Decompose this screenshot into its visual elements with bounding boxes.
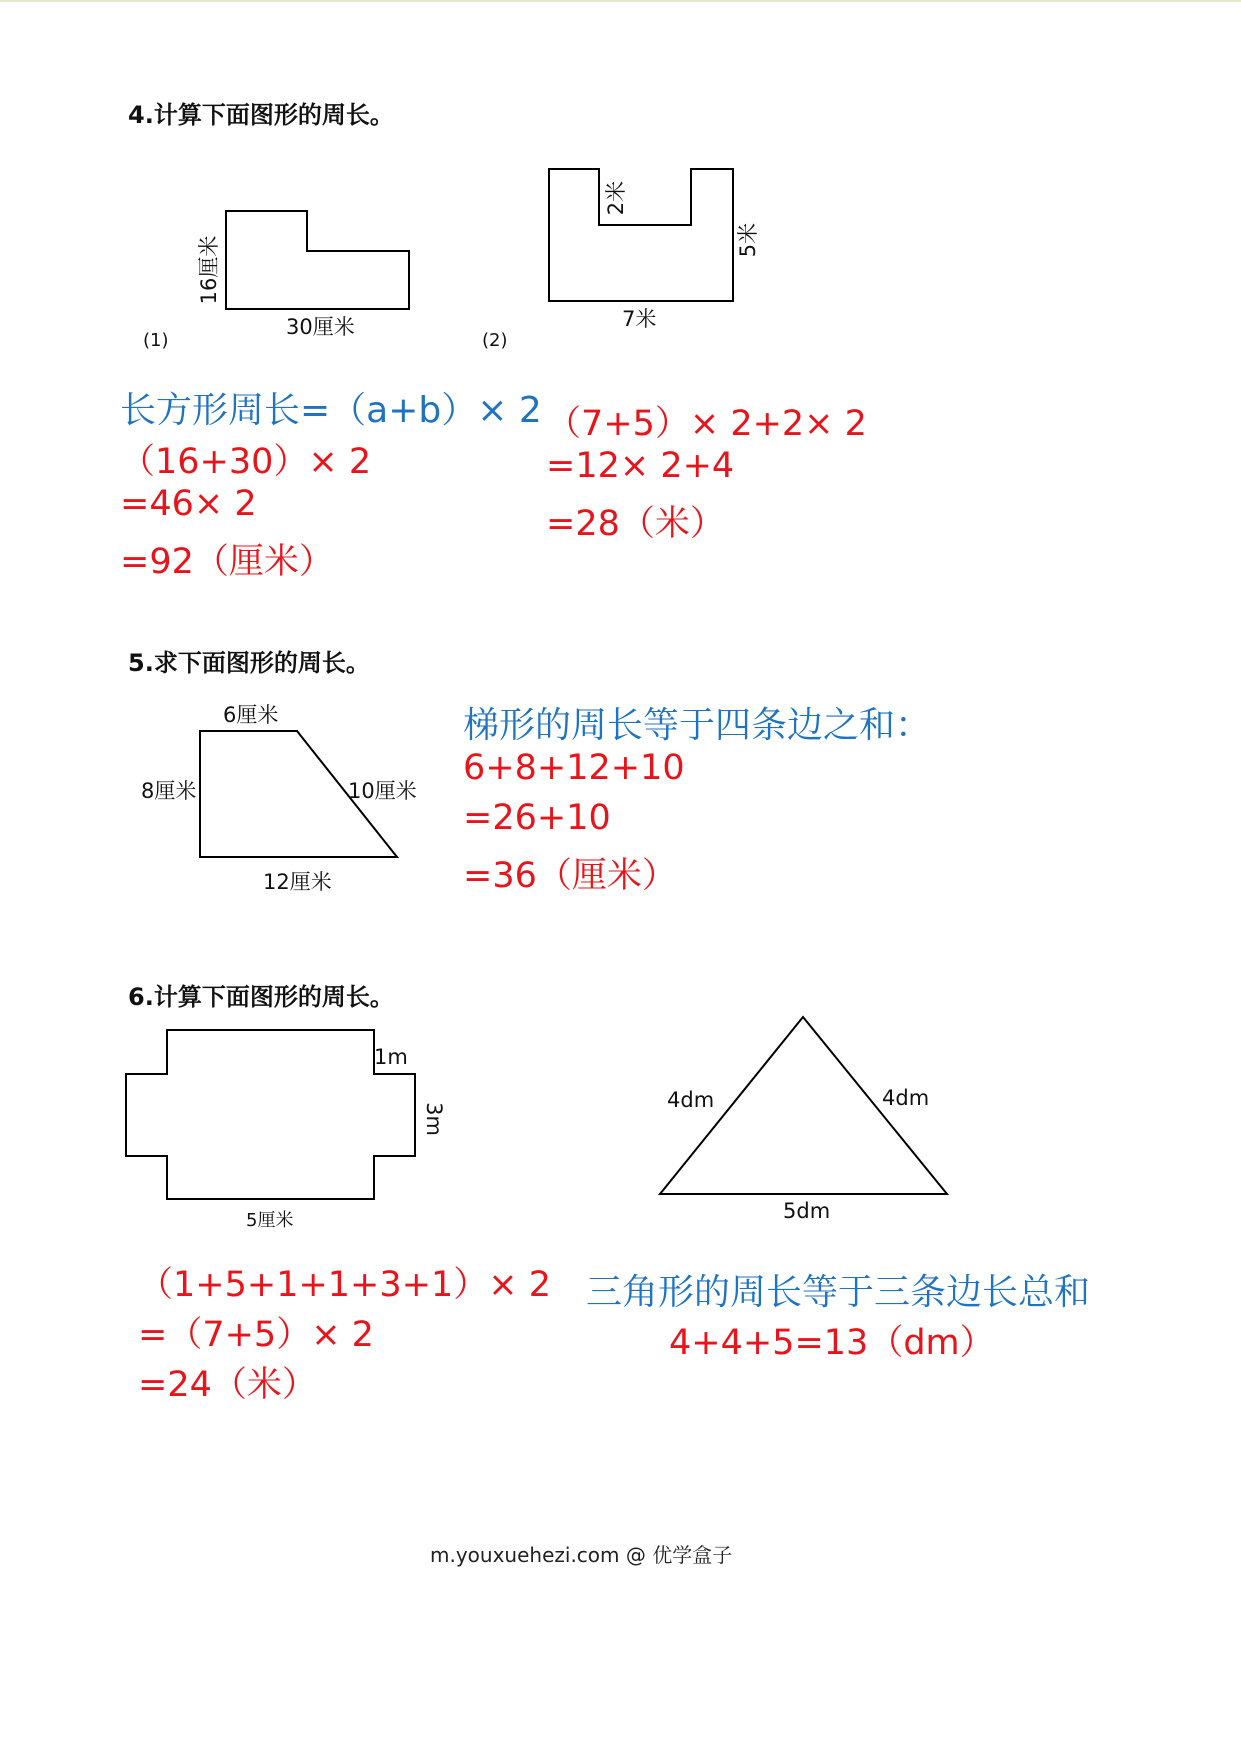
fig2-right-label: 5米 — [736, 222, 760, 258]
q6-answer1-step2: =（7+5）× 2 — [138, 1315, 374, 1355]
q4-answer2-result: =28（米） — [546, 504, 725, 544]
q4-answer1-result: =92（厘米） — [120, 542, 334, 582]
q5-heading: 5.求下面图形的周长。 — [128, 649, 370, 677]
trapezoid-bottom-label: 12厘米 — [263, 870, 332, 894]
fig1-width-label: 30厘米 — [286, 315, 355, 339]
trapezoid-left-label: 8厘米 — [141, 779, 197, 803]
cross-right-label: 3m — [422, 1102, 446, 1136]
q6-answer2-formula: 三角形的周长等于三条边长总和 — [586, 1272, 1091, 1313]
q5-answer-result: =36（厘米） — [463, 856, 677, 896]
q5-answer-formula: 梯形的周长等于四条边之和： — [463, 705, 932, 746]
q5-answer-step2: =26+10 — [463, 798, 611, 838]
fig1-number: (1) — [143, 330, 169, 351]
trapezoid-top-label: 6厘米 — [223, 703, 279, 727]
q6-answer2-result: 4+4+5=13（dm） — [669, 1323, 995, 1363]
q4-answer2-step2: =12× 2+4 — [546, 446, 735, 486]
q4-answer2-step1: （7+5）× 2+2× 2 — [546, 404, 867, 444]
fig1-height-label: 16厘米 — [197, 235, 221, 305]
triangle-right-label: 4dm — [882, 1086, 930, 1110]
q4-answer1-step2: =46× 2 — [120, 484, 257, 524]
q4-heading: 4.计算下面图形的周长。 — [128, 101, 394, 129]
q5-answer-step1: 6+8+12+10 — [463, 748, 685, 788]
footer-source: m.youxuehezi.com @ 优学盒子 — [430, 1543, 733, 1567]
q4-answer1-step1: （16+30）× 2 — [120, 442, 372, 482]
q6-heading: 6.计算下面图形的周长。 — [128, 983, 394, 1011]
fig2-number: (2) — [482, 330, 508, 351]
fig2-inner-label: 2米 — [604, 180, 628, 216]
cross-step-label: 1m — [374, 1045, 408, 1069]
triangle-bottom-label: 5dm — [783, 1199, 831, 1223]
q6-answer1-result: =24（米） — [138, 1365, 317, 1405]
q4-answer1-formula: 长方形周长=（a+b）× 2 — [120, 390, 542, 431]
fig2-bottom-label: 7米 — [622, 307, 657, 331]
cross-bottom-label: 5厘米 — [246, 1210, 294, 1231]
triangle-left-label: 4dm — [667, 1088, 715, 1112]
trapezoid-slant-label: 10厘米 — [348, 779, 417, 803]
q6-answer1-step1: （1+5+1+1+3+1）× 2 — [138, 1265, 551, 1305]
